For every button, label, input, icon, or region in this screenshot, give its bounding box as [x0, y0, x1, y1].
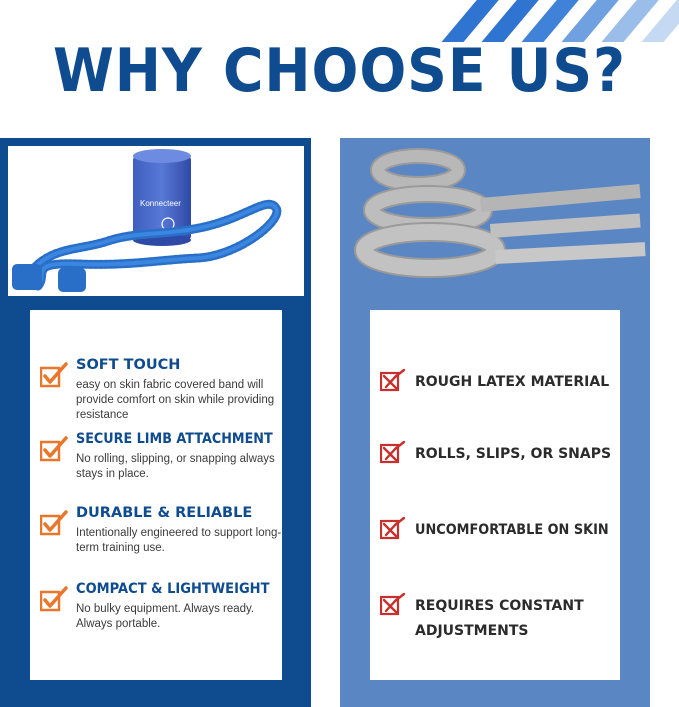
red-x-icon [380, 440, 406, 464]
drawback-label: REQUIRES CONSTANT ADJUSTMENTS [415, 598, 584, 639]
feature-description: easy on skin fabric covered band will provide comfort on skin while providing resistance [76, 379, 275, 421]
brand-text: Konnecteer [140, 199, 181, 208]
red-x-icon [380, 592, 406, 616]
orange-check-icon [40, 510, 68, 536]
feature-title: SECURE LIMB ATTACHMENT [76, 431, 273, 447]
feature-title: SOFT TOUCH [76, 357, 181, 373]
feature-description: No bulky equipment. Always ready. Always portable. [76, 603, 255, 630]
drawbacks-card [370, 310, 620, 680]
gray-latex-bands-photo [340, 138, 650, 296]
gray-bands-illustration [340, 138, 650, 296]
red-x-icon [380, 368, 406, 392]
competitor-panel [340, 138, 650, 707]
our-product-panel [0, 138, 311, 707]
resistance-band-photo [8, 146, 304, 296]
drawback-label: ROUGH LATEX MATERIAL [415, 374, 610, 390]
drawback-label: ROLLS, SLIPS, OR SNAPS [415, 446, 612, 462]
red-x-icon [380, 516, 406, 540]
feature-description: No rolling, slipping, or snapping always stays in place. [76, 453, 275, 480]
features-card [30, 310, 282, 680]
page-title: WHY CHOOSE US? [52, 36, 626, 106]
orange-check-icon [40, 362, 68, 388]
resistance-band-illustration [8, 146, 304, 296]
drawback-label: UNCOMFORTABLE ON SKIN [415, 522, 609, 538]
feature-title: DURABLE & RELIABLE [76, 505, 253, 521]
feature-description: Intentionally engineered to support long-term training use. [76, 527, 282, 554]
orange-check-icon [40, 586, 68, 612]
orange-check-icon [40, 436, 68, 462]
feature-title: COMPACT & LIGHTWEIGHT [76, 581, 270, 597]
